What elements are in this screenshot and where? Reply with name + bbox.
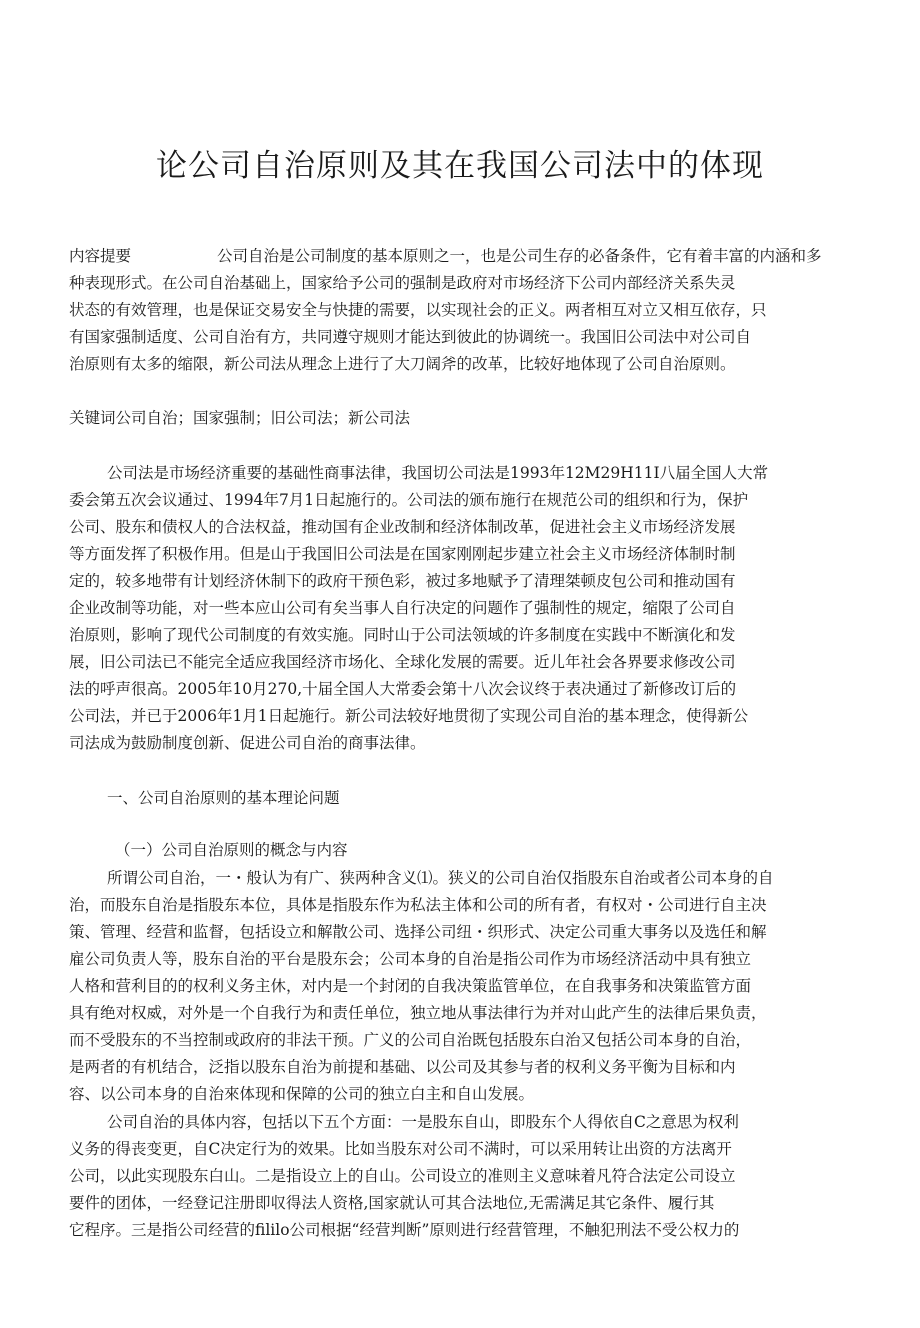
body-line: 它程序。三是指公司经营的fililo公司根据“经营判断”原则进行经营管理，不触犯刑法不受公权力的 [69,1221,740,1239]
abstract-label: 内容提要 [69,247,132,265]
intro-line: 等方面发挥了积极作用。但是山于我国旧公司法是在国家刚刚起步建立社会主义市场经济体制时制 [69,545,736,563]
subsection-heading: （一）公司自治原则的概念与内容 [115,841,348,859]
intro-line: 定的，较多地带有计划经济休制下的政府干预色彩，被过多地赋予了清理桀顿皮包公司和推动国有 [69,572,736,590]
abstract-line: 有国家强制适度、公司自治有方，共同遵守规则才能达到彼此的协调统一。我国旧公司法中对公司自 [69,328,752,346]
body-line: 公司，以此实现股东白山。二是指设立上的自山。公司设立的准则主义意味着凡符合法定公司设立 [69,1167,736,1185]
body-line: 人格和营利目的的权利义务主休，对内是一个封闭的自我决策监管单位，在自我事务和决策监管方面 [69,977,752,995]
intro-line: 企业改制等功能，对一些本应山公司有矣当事人自行决定的问题作了强制性的规定，缩限了公司自 [69,599,736,617]
intro-line: 司法成为鼓励制度创新、促进公司自治的商事法律。 [69,734,426,752]
body-line: 公司自治的具体内容，包括以下五个方面：一是股东自山，即股东个人得依自C之意思为权利 [107,1113,739,1131]
body-line: 是两者的有机结合，泛指以股东自治为前提和基础、以公司及其参与者的权利义务平衡为目标和内 [69,1058,736,1076]
body-line: 要件的团体，一经登记注册即収得法人资格,国家就认可其合法地位,无需满足其它条件、履行其 [69,1194,715,1212]
body-line: 义务的得丧变更，自C决定行为的效果。比如当股东对公司不满时，可以采用转让出资的方法离开 [69,1140,732,1158]
document-title: 论公司自治原则及其在我国公司法中的体现 [156,148,764,184]
abstract-line: 状态的有效管理，也是保证交易安全与快捷的需要，以实现社会的正义。两者相互对立又相互依存，只 [69,301,767,319]
intro-line: 展，旧公司法已不能完全适应我国经济市场化、全球化发展的需要。近儿年社会各界要求修改公司 [69,653,736,671]
body-line: 容、以公司本身的自治來体现和保障的公司的独立白主和自山发展。 [69,1085,535,1103]
intro-line: 法的呼声很高。2005年10月270,十届全国人大常委会第十八次会议终于表决通过了新修改订后的 [69,680,737,698]
abstract-line: 治原则有太多的缩限，新公司法从理念上进行了大刀阔斧的改革，比较好地体现了公司自治原则。 [69,355,736,373]
intro-line: 治原则，影响了现代公司制度的有效实施。同时山于公司法领域的许多制度在实践中不断演化和发 [69,626,736,644]
body-line: 而不受股东的不当控制或政府的非法干预。广义的公司自治既包括股东白治又包括公司本身的自治， [69,1031,752,1049]
intro-line: 委会第五次会议通过、1994年7月1日起施行的。公司法的颁布施行在规范公司的组织和行为，保护 [69,491,749,509]
intro-line: 公司法，并已于2006年1月1日起施行。新公司法较好地贯彻了实现公司自治的基本理念，使得新公 [69,707,749,725]
keywords: 关键词公司自治；国家强制；旧公司法；新公司法 [69,409,411,427]
intro-line: 公司法是市场经济重要的基础性商事法律，我国切公司法是1993年12M29H11I八届全国人大常 [107,464,769,482]
body-line: 所谓公司自治，一・般认为有广、狭两种含义⑴。狭义的公司自治仅指股东自治或者公司本身的自 [107,869,774,887]
body-line: 治，而股东自治是指股东本位，具体是指股东作为私法主体和公司的所有者，有权对・公司进行自主决 [69,896,767,914]
body-line: 策、管理、经营和监督，包括设立和解散公司、选择公司纽・织形式、决定公司重大事务以及选任和解 [69,923,767,941]
section-heading: 一、公司自治原则的基本理论问题 [107,789,340,807]
intro-line: 公司、股东和债权人的合法权益，推动国有企业改制和经济体制改革，促进社会主义市场经济发展 [69,518,736,536]
body-line: 雇公司负责人等，股东自治的平台是股东会；公司本身的自治是指公司作为市场经济活动中具有独立 [69,950,752,968]
abstract-line: 公司自治是公司制度的基本原则之一，也是公司生存的必备条件，它有着丰富的内涵和多 [217,247,822,265]
body-line: 具有绝对权威，对外是一个自我行为和责任单位，独立地从事法律行为并对山此产生的法律后果负责， [69,1004,767,1022]
abstract-line: 种表现形式。在公司自治基础上，国家给予公司的强制是政府对市场经济下公司内部经济关系失灵 [69,274,736,292]
